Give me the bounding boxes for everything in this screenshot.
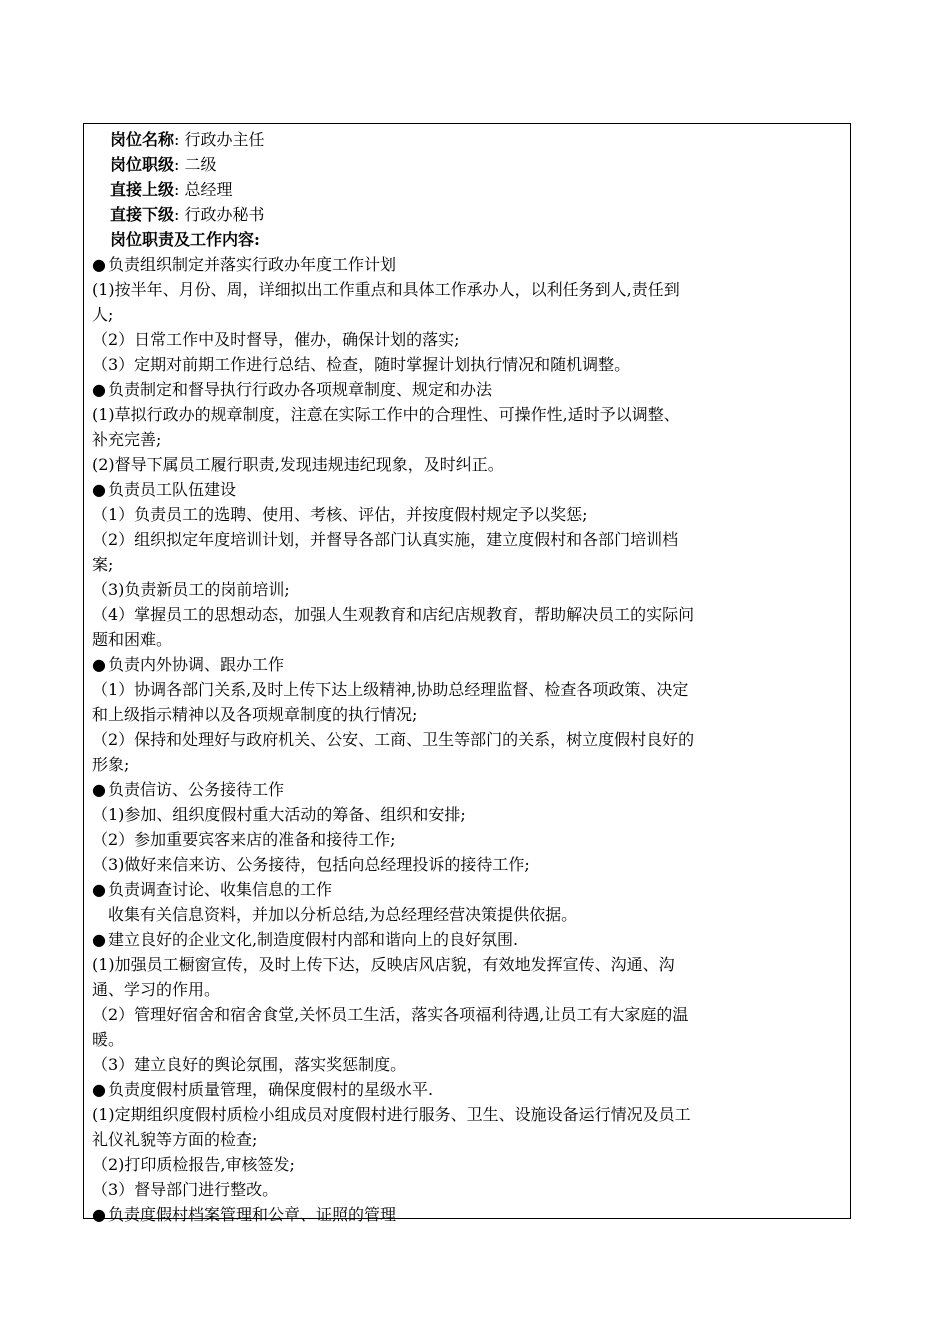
duty-item: （2）组织拟定年度培训计划，并督导各部门认真实施，建立度假村和各部门培训档 — [92, 530, 679, 549]
duty-item: 暖。 — [92, 1030, 125, 1049]
duty-item: 人; — [92, 305, 114, 324]
duty-item: (2)督导下属员工履行职责,发现违规违纪现象，及时纠正。 — [92, 455, 504, 474]
duty-item: （2）保持和处理好与政府机关、公安、工商、卫生等部门的关系，树立度假村良好的 — [92, 730, 695, 749]
duty-item: （2）日常工作中及时督导，催办，确保计划的落实; — [92, 330, 460, 349]
job-description-table — [83, 123, 851, 1224]
duty-heading: ● 负责度假村档案管理和公章、证照的管理 — [92, 1202, 844, 1227]
field-position-level: 岗位职级: 二级 — [110, 155, 217, 174]
duty-item: (1)按半年、月份、周，详细拟出工作重点和具体工作承办人，以利任务到人,责任到 — [92, 280, 680, 299]
field-direct-superior: 直接上级: 总经理 — [110, 180, 233, 199]
duty-item: （2）管理好宿舍和宿舍食堂,关怀员工生活，落实各项福利待遇,让员工有大家庭的温 — [92, 1005, 689, 1024]
duty-item: （3）建立良好的舆论氛围，落实奖惩制度。 — [92, 1055, 407, 1074]
duty-item: 礼仪礼貌等方面的检查; — [92, 1130, 258, 1149]
duty-heading: ● 负责调查讨论、收集信息的工作 — [92, 877, 844, 902]
duty-heading: ● 建立良好的企业文化,制造度假村内部和谐向上的良好氛围. — [92, 927, 844, 952]
duty-heading: ● 负责组织制定并落实行政办年度工作计划 — [92, 252, 844, 277]
duty-item: 题和困难。 — [92, 630, 173, 649]
duty-heading: ● 负责制定和督导执行行政办各项规章制度、规定和办法 — [92, 377, 844, 402]
duty-item: 收集有关信息资料，并加以分析总结,为总经理经营决策提供依据。 — [108, 905, 578, 924]
duty-item: （3）督导部门进行整改。 — [92, 1180, 279, 1199]
duty-item: （1）负责员工的选聘、使用、考核、评估，并按度假村规定予以奖惩; — [92, 505, 588, 524]
duty-heading: ● 负责度假村质量管理，确保度假村的星级水平. — [92, 1077, 844, 1102]
duty-item: （2)打印质检报告,审核签发; — [92, 1155, 295, 1174]
duty-item: （3)负责新员工的岗前培训; — [92, 580, 290, 599]
duty-item: 通、学习的作用。 — [92, 980, 221, 999]
duty-item: (1)草拟行政办的规章制度，注意在实际工作中的合理性、可操作性,适时予以调整、 — [92, 405, 680, 424]
duty-heading: ● 负责信访、公务接待工作 — [92, 777, 844, 802]
field-duties-heading: 岗位职责及工作内容: — [110, 230, 260, 249]
duty-item: (1)定期组织度假村质检小组成员对度假村进行服务、卫生、设施设备运行情况及员工 — [92, 1105, 691, 1124]
duty-heading: ● 负责内外协调、跟办工作 — [92, 652, 844, 677]
duty-item: （4）掌握员工的思想动态，加强人生观教育和店纪店规教育，帮助解决员工的实际问 — [92, 605, 695, 624]
duty-item: （1）协调各部门关系,及时上传下达上级精神,协助总经理监督、检查各项政策、决定 — [92, 680, 689, 699]
duty-heading: ● 负责员工队伍建设 — [92, 477, 844, 502]
duty-item: （3)做好来信来访、公务接待，包括向总经理投诉的接待工作; — [92, 855, 530, 874]
field-direct-subordinate: 直接下级: 行政办秘书 — [110, 205, 265, 224]
duty-item: （3）定期对前期工作进行总结、检查，随时掌握计划执行情况和随机调整。 — [92, 355, 631, 374]
duty-item: 案; — [92, 555, 114, 574]
duty-item: （1)参加、组织度假村重大活动的筹备、组织和安排; — [92, 805, 466, 824]
duty-item: 和上级指示精神以及各项规章制度的执行情况; — [92, 705, 418, 724]
duty-item: （2）参加重要宾客来店的准备和接待工作; — [92, 830, 396, 849]
field-position-name: 岗位名称: 行政办主任 — [110, 130, 265, 149]
duty-item: 形象; — [92, 755, 130, 774]
duty-item: (1)加强员工橱窗宣传，及时上传下达，反映店风店貌，有效地发挥宣传、沟通、沟 — [92, 955, 675, 974]
duty-item: 补充完善; — [92, 430, 162, 449]
